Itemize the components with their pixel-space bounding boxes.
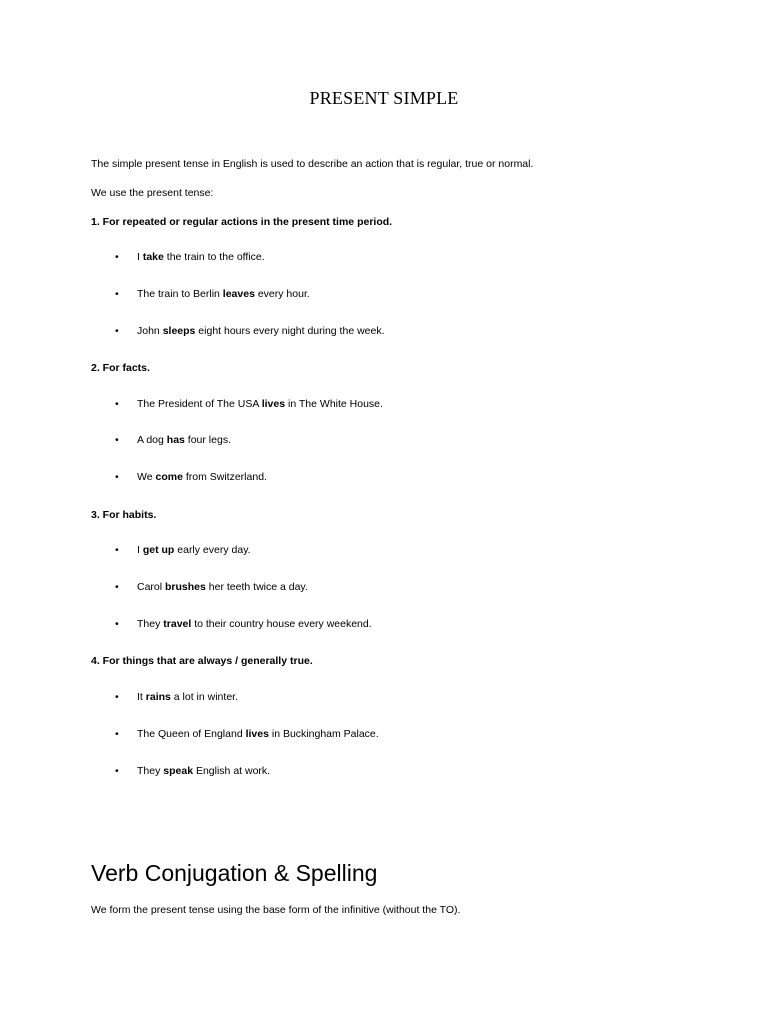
bullet-icon: • xyxy=(115,765,119,777)
example-item: A dog has four legs. xyxy=(137,434,231,446)
bullet-icon: • xyxy=(115,544,119,556)
example-verb: get up xyxy=(142,544,175,556)
intro-paragraph: The simple present tense in English is used to describe an action that is regular, true or normal. xyxy=(91,158,534,170)
example-item: The President of The USA lives in The White House. xyxy=(137,398,383,410)
bullet-icon: • xyxy=(115,581,119,593)
example-verb: leaves xyxy=(222,288,255,300)
example-item: Carol brushes her teeth twice a day. xyxy=(137,581,308,593)
example-item: They speak English at work. xyxy=(137,765,271,777)
bullet-icon: • xyxy=(115,325,119,337)
example-verb: take xyxy=(142,251,164,263)
example-item: The train to Berlin leaves every hour. xyxy=(137,288,310,300)
example-verb: come xyxy=(155,471,183,483)
bullet-icon: • xyxy=(115,434,119,446)
example-verb: speak xyxy=(163,765,194,777)
closing-paragraph: We form the present tense using the base form of the infinitive (without the TO). xyxy=(91,904,461,916)
section-heading-habits: 3. For habits. xyxy=(91,509,157,521)
section-subheading: Verb Conjugation & Spelling xyxy=(91,860,378,886)
example-verb: has xyxy=(166,434,185,446)
section-heading-general-truths: 4. For things that are always / generally true. xyxy=(91,655,313,667)
section-heading-repeated-actions: 1. For repeated or regular actions in the present time period. xyxy=(91,216,393,228)
example-verb: sleeps xyxy=(162,325,196,337)
bullet-icon: • xyxy=(115,691,119,703)
bullet-icon: • xyxy=(115,471,119,483)
example-verb: lives xyxy=(245,728,269,740)
bullet-icon: • xyxy=(115,251,119,263)
example-item: John sleeps eight hours every night during the week. xyxy=(137,325,385,337)
example-verb: rains xyxy=(145,691,171,703)
example-item: I get up early every day. xyxy=(137,544,251,556)
bullet-icon: • xyxy=(115,398,119,410)
bullet-icon: • xyxy=(115,288,119,300)
section-heading-facts: 2. For facts. xyxy=(91,362,150,374)
example-verb: brushes xyxy=(165,581,206,593)
example-item: It rains a lot in winter. xyxy=(137,691,238,703)
page-title: PRESENT SIMPLE xyxy=(309,88,459,108)
example-verb: travel xyxy=(163,618,192,630)
example-verb: lives xyxy=(261,398,286,410)
example-item: We come from Switzerland. xyxy=(137,471,267,483)
usage-intro-line: We use the present tense: xyxy=(91,187,214,199)
example-item: The Queen of England lives in Buckingham Palace. xyxy=(137,728,379,740)
example-item: They travel to their country house every weekend. xyxy=(137,618,372,630)
example-item: I take the train to the office. xyxy=(137,251,265,263)
bullet-icon: • xyxy=(115,728,119,740)
bullet-icon: • xyxy=(115,618,119,630)
